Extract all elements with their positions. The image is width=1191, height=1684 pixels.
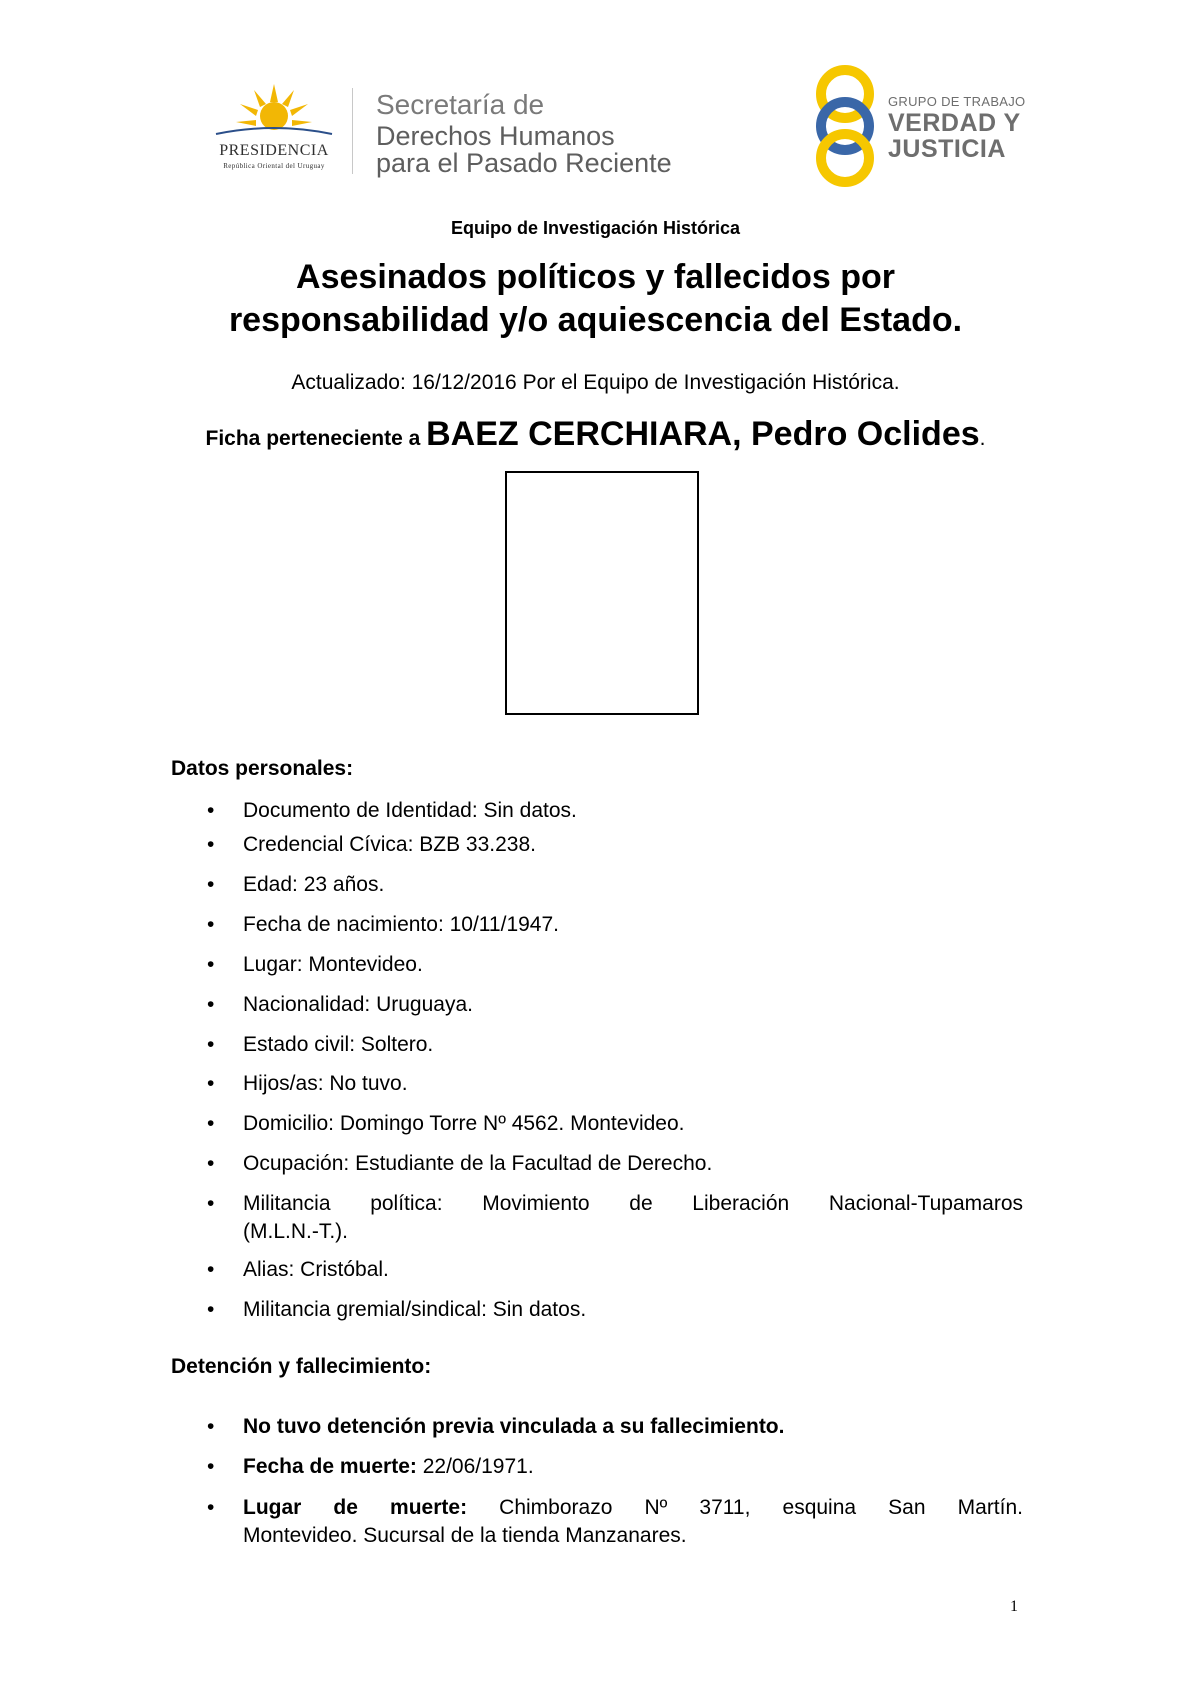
gtvj-line-2: JUSTICIA [888,135,1006,163]
person-name: BAEZ CERCHIARA, Pedro Oclides [426,415,980,453]
list-item-text: Lugar: Montevideo. [243,953,423,976]
photo-placeholder [505,471,699,715]
presidencia-subtitle: República Oriental del Uruguay [223,162,325,170]
sun-emblem-icon [196,82,352,142]
page-number: 1 [1010,1598,1018,1615]
bullet: • [207,1455,215,1478]
fecha-muerte-label: Fecha de muerte: [243,1455,417,1478]
ficha-line [0,415,1191,454]
header-divider [352,88,353,174]
updated-line: Actualizado: 16/12/2016 Por el Equipo de Investigación Histórica. [291,371,900,394]
gtvj-line-1: VERDAD Y [888,109,1021,137]
bullet: • [207,799,215,822]
ficha-suffix: . [979,427,986,450]
list-item-text: Militancia gremial/sindical: Sin datos. [243,1298,587,1321]
presidencia-title: PRESIDENCIA [219,142,329,159]
bullet: • [207,1258,215,1281]
bullet: • [207,1152,215,1175]
list-item-text-continued: (M.L.N.-T.). [243,1220,348,1243]
list-item-text: Edad: 23 años. [243,873,385,896]
bullet: • [207,1072,215,1095]
detencion-heading: Detención y fallecimiento: [171,1355,432,1378]
list-item-text: Ocupación: Estudiante de la Facultad de Derecho. [243,1152,713,1175]
list-item-text: No tuvo detención previa vinculada a su fallecimiento. [243,1415,785,1438]
presidencia-logo [196,82,352,178]
list-item-text: Militancia política: Movimiento de Liberación Nacional-Tupamaros [243,1192,1023,1215]
fecha-muerte-value: 22/06/1971. [416,1455,534,1478]
list-item [171,1190,1023,1246]
list-item-text: Hijos/as: No tuvo. [243,1072,408,1095]
list-item [171,1494,1023,1550]
bullet: • [207,993,215,1016]
title-line-2: responsabilidad y/o aquiescencia del Estado. [228,301,963,339]
bullet: • [207,1415,215,1438]
list-item-text: Credencial Cívica: BZB 33.238. [243,833,536,856]
verdad-justicia-logo [810,64,1030,188]
list-item-text [243,1453,1023,1481]
list-item-text: Fecha de nacimiento: 10/11/1947. [243,913,559,936]
title-line-1: Asesinados políticos y fallecidos por [296,258,895,296]
ficha-prefix: Ficha perteneciente a [205,427,427,450]
list-item-text: Alias: Cristóbal. [243,1258,389,1281]
gtvj-small-text: GRUPO DE TRABAJO [888,94,1026,109]
datos-personales-heading: Datos personales: [171,757,354,780]
list-item-text: Domicilio: Domingo Torre Nº 4562. Montevideo. [243,1112,685,1135]
bullet: • [207,1033,215,1056]
list-item-text: Documento de Identidad: Sin datos. [243,799,577,822]
list-item-text: Estado civil: Soltero. [243,1033,434,1056]
secretaria-line-3: para el Pasado Reciente [376,148,672,178]
document-title [0,256,1191,342]
bullet: • [207,873,215,896]
bullet: • [207,833,215,856]
bullet: • [207,1496,215,1519]
bullet: • [207,953,215,976]
bullet: • [207,1112,215,1135]
secretaria-line-2: Derechos Humanos [376,121,615,151]
list-item-text: Nacionalidad: Uruguaya. [243,993,473,1016]
secretaria-line-1: Secretaría de [376,89,545,120]
team-heading: Equipo de Investigación Histórica [450,218,741,238]
lugar-muerte-value: Chimborazo Nº 3711, esquina San Martín. [467,1496,1023,1519]
lugar-muerte-label: Lugar de muerte: [243,1496,468,1519]
bullet: • [207,913,215,936]
list-item-text-continued: Montevideo. Sucursal de la tienda Manzanares. [243,1524,687,1547]
list-item-text [243,1494,1023,1522]
bullet: • [207,1192,215,1215]
interlocked-rings-icon [810,64,880,188]
bullet: • [207,1298,215,1321]
